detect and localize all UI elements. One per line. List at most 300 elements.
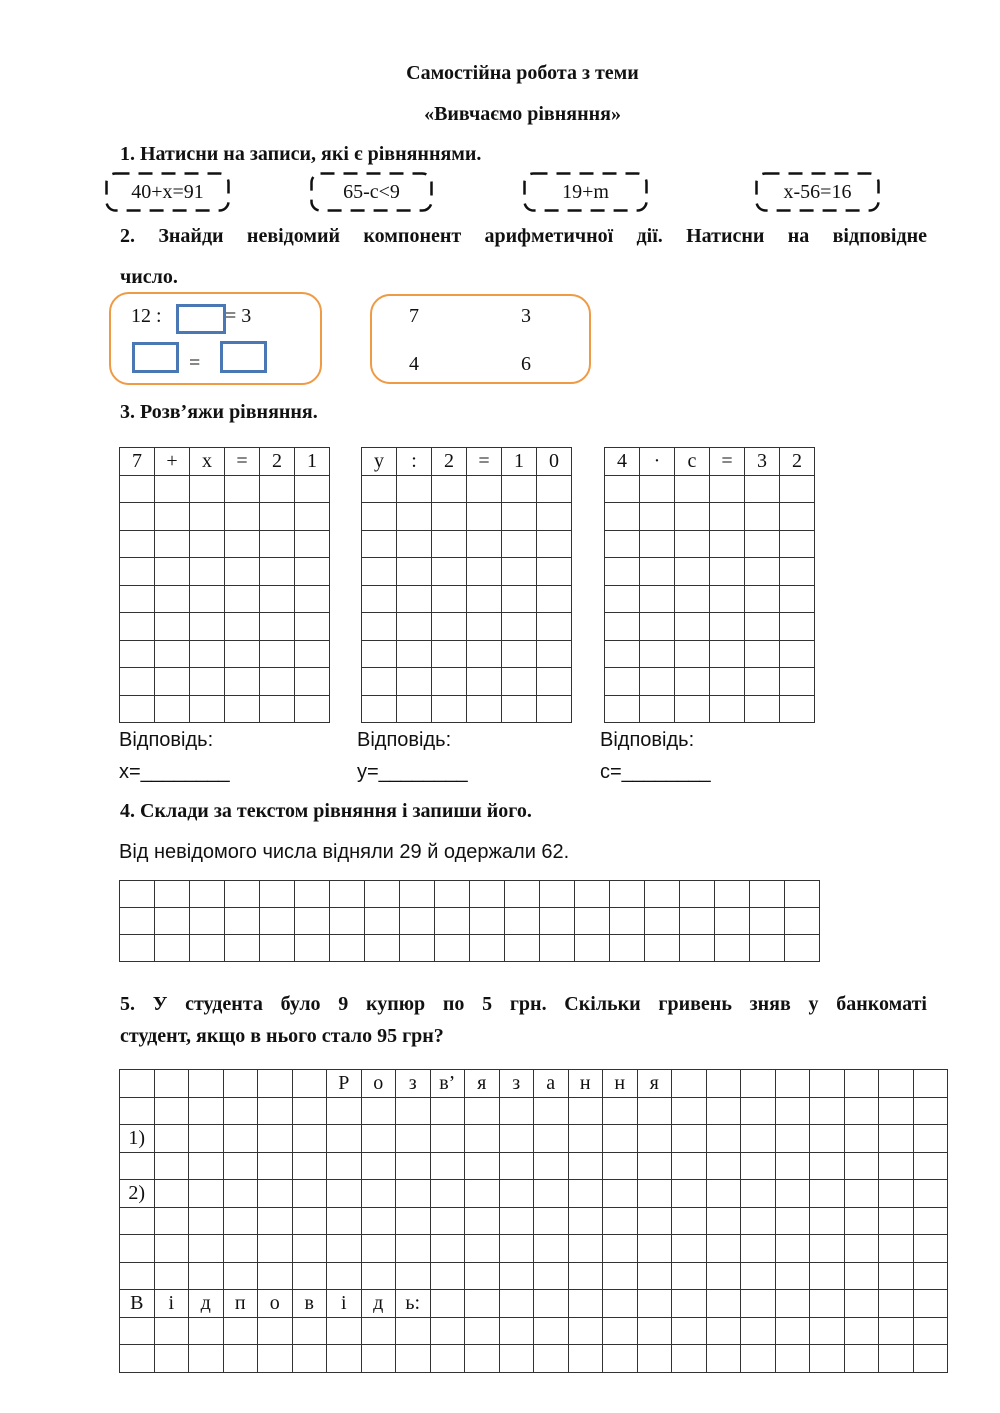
grid-cell[interactable] [361,1125,396,1153]
equation-grid-2[interactable] [361,447,572,723]
grid-cell[interactable] [327,1345,362,1373]
grid-cell[interactable] [260,558,295,586]
grid-cell[interactable] [844,1317,879,1345]
grid-cell[interactable] [120,1152,155,1180]
grid-cell[interactable] [467,668,502,696]
grid-cell[interactable] [610,908,645,935]
grid-cell[interactable] [913,1345,948,1373]
grid-cell[interactable] [120,668,155,696]
grid-cell[interactable] [603,1180,638,1208]
grid-cell[interactable] [640,585,675,613]
grid-cell[interactable] [637,1235,672,1263]
grid-cell[interactable] [396,1180,431,1208]
grid-cell[interactable] [397,640,432,668]
grid-cell[interactable] [361,1180,396,1208]
grid-cell[interactable] [537,475,572,503]
grid-cell[interactable] [361,1152,396,1180]
grid-cell[interactable] [467,503,502,531]
grid-cell[interactable] [225,503,260,531]
grid-cell[interactable] [605,640,640,668]
grid-cell[interactable] [675,640,710,668]
grid-cell[interactable] [534,1125,569,1153]
answer-line-c[interactable]: c=________ [600,761,711,783]
grid-cell[interactable] [120,558,155,586]
grid-cell[interactable] [189,1152,224,1180]
grid-cell[interactable] [502,475,537,503]
grid-cell[interactable] [780,668,815,696]
grid-cell[interactable] [295,908,330,935]
grid-cell[interactable] [672,1125,707,1153]
grid-cell[interactable] [505,881,540,908]
grid-cell[interactable] [396,1235,431,1263]
grid-cell[interactable] [715,935,750,962]
grid-cell[interactable] [640,640,675,668]
grid-cell[interactable] [680,935,715,962]
grid-cell[interactable] [295,558,330,586]
grid-cell[interactable] [189,1345,224,1373]
grid-cell[interactable] [675,475,710,503]
grid-cell[interactable] [741,1235,776,1263]
grid-cell[interactable] [534,1345,569,1373]
grid-cell[interactable] [844,1097,879,1125]
grid-cell[interactable] [465,1290,500,1318]
grid-cell[interactable] [603,1207,638,1235]
grid-cell[interactable] [430,1125,465,1153]
grid-cell[interactable] [189,1125,224,1153]
answer-slot-divisor[interactable] [176,304,226,334]
grid-cell[interactable] [189,1262,224,1290]
grid-cell[interactable]: в [292,1290,327,1318]
grid-cell[interactable] [400,881,435,908]
grid-cell[interactable] [741,1290,776,1318]
grid-cell[interactable] [155,503,190,531]
grid-cell[interactable] [741,1097,776,1125]
grid-cell[interactable] [675,668,710,696]
grid-cell[interactable] [190,668,225,696]
grid-cell[interactable] [568,1097,603,1125]
grid-cell[interactable] [223,1152,258,1180]
grid-cell[interactable] [396,1207,431,1235]
grid-cell[interactable] [499,1317,534,1345]
grid-cell[interactable] [534,1290,569,1318]
grid-cell[interactable] [155,881,190,908]
grid-cell[interactable] [120,640,155,668]
grid-cell[interactable] [710,503,745,531]
grid-cell[interactable] [223,1345,258,1373]
grid-cell[interactable] [120,503,155,531]
grid-cell[interactable] [844,1125,879,1153]
grid-cell[interactable] [540,935,575,962]
grid-cell[interactable] [365,935,400,962]
grid-cell[interactable] [745,695,780,723]
grid-cell[interactable] [258,1317,293,1345]
grid-cell[interactable] [706,1180,741,1208]
grid-cell[interactable] [672,1097,707,1125]
grid-cell[interactable] [120,1235,155,1263]
grid-cell[interactable] [568,1180,603,1208]
grid-cell[interactable] [537,695,572,723]
grid-cell[interactable] [258,1125,293,1153]
grid-cell[interactable] [675,585,710,613]
grid-cell[interactable] [120,908,155,935]
grid-cell[interactable] [327,1152,362,1180]
grid-cell[interactable] [327,1317,362,1345]
grid-cell[interactable] [155,585,190,613]
grid-cell[interactable] [568,1317,603,1345]
grid-cell[interactable] [680,908,715,935]
grid-cell[interactable] [710,695,745,723]
grid-cell[interactable] [879,1235,914,1263]
grid-cell[interactable] [810,1235,845,1263]
grid-cell[interactable] [430,1345,465,1373]
grid-cell[interactable] [225,530,260,558]
grid-cell[interactable] [362,695,397,723]
grid-cell[interactable] [640,668,675,696]
grid-cell[interactable] [225,668,260,696]
grid-cell[interactable]: і [154,1290,189,1318]
grid-cell[interactable] [785,935,820,962]
grid-cell[interactable] [913,1125,948,1153]
grid-cell[interactable] [710,585,745,613]
grid-cell[interactable] [745,558,780,586]
grid-cell[interactable] [745,668,780,696]
grid-cell[interactable] [810,1207,845,1235]
grid-cell[interactable] [534,1097,569,1125]
grid-cell[interactable] [330,935,365,962]
grid-cell[interactable] [672,1345,707,1373]
grid-cell[interactable] [637,1125,672,1153]
grid-cell[interactable] [396,1097,431,1125]
grid-cell[interactable] [435,935,470,962]
grid-cell[interactable] [780,558,815,586]
grid-cell[interactable] [534,1317,569,1345]
grid-cell[interactable] [292,1235,327,1263]
grid-cell[interactable] [397,695,432,723]
grid-cell[interactable] [715,908,750,935]
grid-cell[interactable] [396,1125,431,1153]
grid-cell[interactable] [780,503,815,531]
grid-cell[interactable] [432,585,467,613]
grid-cell[interactable] [120,1345,155,1373]
grid-cell[interactable] [430,1180,465,1208]
grid-cell[interactable] [745,640,780,668]
grid-cell[interactable] [637,1262,672,1290]
grid-cell[interactable] [913,1097,948,1125]
grid-cell[interactable] [710,530,745,558]
grid-cell[interactable] [745,503,780,531]
grid-cell[interactable] [223,1317,258,1345]
grid-cell[interactable] [362,613,397,641]
grid-cell[interactable] [537,530,572,558]
grid-cell[interactable] [844,1345,879,1373]
grid-cell[interactable] [396,1345,431,1373]
grid-cell[interactable] [327,1207,362,1235]
grid-cell[interactable] [223,1207,258,1235]
grid-cell[interactable] [913,1180,948,1208]
grid-cell[interactable] [775,1125,810,1153]
grid-cell[interactable] [706,1317,741,1345]
grid-cell[interactable] [499,1097,534,1125]
grid-cell[interactable] [505,935,540,962]
grid-cell[interactable] [190,558,225,586]
grid-cell[interactable] [610,881,645,908]
grid-cell[interactable] [879,1152,914,1180]
grid-cell[interactable] [603,1235,638,1263]
grid-cell[interactable] [120,881,155,908]
grid-cell[interactable] [534,1207,569,1235]
grid-cell[interactable] [568,1345,603,1373]
grid-cell[interactable] [189,1317,224,1345]
grid-cell[interactable] [499,1235,534,1263]
grid-cell[interactable] [502,585,537,613]
grid-cell[interactable] [637,1180,672,1208]
grid-cell[interactable] [120,475,155,503]
grid-cell[interactable] [292,1152,327,1180]
grid-cell[interactable] [327,1180,362,1208]
grid-cell[interactable] [913,1290,948,1318]
grid-cell[interactable] [568,1262,603,1290]
grid-cell[interactable] [603,1317,638,1345]
grid-cell[interactable] [603,1345,638,1373]
grid-cell[interactable]: і [327,1290,362,1318]
grid-cell[interactable] [258,1097,293,1125]
grid-cell[interactable] [190,881,225,908]
grid-cell[interactable] [295,881,330,908]
grid-cell[interactable] [499,1180,534,1208]
grid-cell[interactable] [189,1207,224,1235]
grid-cell[interactable] [397,475,432,503]
grid-cell[interactable] [190,640,225,668]
grid-cell[interactable] [465,1207,500,1235]
grid-cell[interactable] [120,935,155,962]
grid-cell[interactable] [603,1125,638,1153]
grid-cell[interactable] [361,1317,396,1345]
grid-cell[interactable] [361,1097,396,1125]
grid-cell[interactable] [430,1152,465,1180]
grid-cell[interactable] [540,881,575,908]
grid-cell[interactable] [750,881,785,908]
grid-cell[interactable] [155,640,190,668]
grid-cell[interactable] [432,640,467,668]
grid-cell[interactable] [568,1125,603,1153]
grid-cell[interactable] [775,1097,810,1125]
grid-cell[interactable] [844,1152,879,1180]
grid-cell[interactable] [154,1180,189,1208]
grid-cell[interactable] [155,908,190,935]
grid-cell[interactable] [260,935,295,962]
grid-cell[interactable] [362,585,397,613]
grid-cell[interactable] [258,1180,293,1208]
grid-cell[interactable] [645,881,680,908]
grid-cell[interactable] [879,1125,914,1153]
grid-cell[interactable] [189,1235,224,1263]
grid-cell[interactable] [610,935,645,962]
grid-cell[interactable] [295,668,330,696]
grid-cell[interactable] [710,668,745,696]
grid-cell[interactable] [780,695,815,723]
grid-cell[interactable] [361,1345,396,1373]
grid-cell[interactable] [155,613,190,641]
grid-cell[interactable] [502,613,537,641]
grid-cell[interactable] [710,613,745,641]
grid-cell[interactable] [913,1152,948,1180]
grid-cell[interactable] [465,1180,500,1208]
grid-cell[interactable] [534,1180,569,1208]
grid-cell[interactable] [435,908,470,935]
grid-cell[interactable] [292,1262,327,1290]
grid-cell[interactable] [467,613,502,641]
grid-cell[interactable] [785,908,820,935]
grid-cell[interactable] [672,1317,707,1345]
grid-cell[interactable]: о [258,1290,293,1318]
grid-cell[interactable] [879,1290,914,1318]
grid-cell[interactable] [258,1207,293,1235]
grid-cell[interactable] [430,1317,465,1345]
grid-cell[interactable] [780,530,815,558]
grid-cell[interactable] [396,1152,431,1180]
grid-cell[interactable] [292,1097,327,1125]
grid-cell[interactable] [502,668,537,696]
grid-cell[interactable] [430,1235,465,1263]
grid-cell[interactable] [605,668,640,696]
grid-cell[interactable] [879,1345,914,1373]
grid-cell[interactable] [295,475,330,503]
number-choice-7[interactable]: 7 [409,305,419,327]
grid-cell[interactable] [879,1097,914,1125]
grid-cell[interactable] [260,908,295,935]
grid-cell[interactable]: В [120,1290,155,1318]
grid-cell[interactable] [190,908,225,935]
grid-cell[interactable] [432,695,467,723]
grid-cell[interactable] [706,1235,741,1263]
grid-cell[interactable] [537,558,572,586]
grid-cell[interactable] [499,1262,534,1290]
grid-cell[interactable] [913,1262,948,1290]
grid-cell[interactable] [640,475,675,503]
grid-cell[interactable] [154,1207,189,1235]
grid-cell[interactable] [710,475,745,503]
grid-cell[interactable] [260,640,295,668]
grid-cell[interactable] [292,1345,327,1373]
grid-cell[interactable] [397,613,432,641]
grid-cell[interactable] [432,530,467,558]
grid-cell[interactable] [330,908,365,935]
grid-cell[interactable] [327,1097,362,1125]
grid-cell[interactable] [810,1097,845,1125]
grid-cell[interactable] [120,1317,155,1345]
grid-cell[interactable] [575,908,610,935]
grid-cell[interactable] [467,640,502,668]
grid-cell[interactable] [537,613,572,641]
grid-cell[interactable] [540,908,575,935]
grid-cell[interactable] [605,585,640,613]
grid-cell[interactable] [397,503,432,531]
grid-cell[interactable] [603,1152,638,1180]
grid-cell[interactable] [745,613,780,641]
grid-cell[interactable] [330,881,365,908]
grid-cell[interactable] [400,908,435,935]
grid-cell[interactable] [605,613,640,641]
grid-cell[interactable] [365,908,400,935]
grid-cell[interactable] [155,668,190,696]
grid-cell[interactable] [467,558,502,586]
grid-cell[interactable] [502,503,537,531]
grid-cell[interactable] [844,1180,879,1208]
grid-cell[interactable] [465,1235,500,1263]
option-65-c-9[interactable] [310,172,433,212]
grid-cell[interactable]: 2) [120,1180,155,1208]
grid-cell[interactable] [225,475,260,503]
grid-cell[interactable] [879,1180,914,1208]
grid-cell[interactable] [327,1235,362,1263]
grid-cell[interactable] [154,1097,189,1125]
grid-cell[interactable] [810,1262,845,1290]
option-40-x-91[interactable] [105,172,230,212]
grid-cell[interactable] [396,1262,431,1290]
grid-cell[interactable] [154,1317,189,1345]
grid-cell[interactable] [745,475,780,503]
grid-cell[interactable] [741,1317,776,1345]
grid-cell[interactable] [499,1207,534,1235]
grid-cell[interactable] [362,503,397,531]
grid-cell[interactable] [568,1290,603,1318]
grid-cell[interactable] [292,1317,327,1345]
grid-cell[interactable] [675,558,710,586]
grid-cell[interactable] [223,1125,258,1153]
grid-cell[interactable] [362,530,397,558]
grid-cell[interactable]: п [223,1290,258,1318]
grid-cell[interactable] [327,1125,362,1153]
grid-cell[interactable] [645,908,680,935]
grid-cell[interactable] [430,1097,465,1125]
grid-cell[interactable] [295,503,330,531]
grid-cell[interactable] [465,1152,500,1180]
grid-cell[interactable] [225,558,260,586]
grid-cell[interactable] [225,695,260,723]
grid-cell[interactable] [810,1152,845,1180]
grid-cell[interactable] [260,881,295,908]
grid-cell[interactable] [603,1262,638,1290]
grid-cell[interactable] [672,1180,707,1208]
grid-cell[interactable] [465,1125,500,1153]
grid-cell[interactable] [397,530,432,558]
grid-cell[interactable] [645,935,680,962]
grid-cell[interactable] [775,1262,810,1290]
grid-cell[interactable]: д [361,1290,396,1318]
equation-grid-1[interactable] [119,447,330,723]
grid-cell[interactable] [775,1235,810,1263]
grid-cell[interactable] [640,530,675,558]
grid-cell[interactable] [120,1262,155,1290]
grid-cell[interactable] [537,503,572,531]
grid-cell[interactable] [190,935,225,962]
grid-cell[interactable] [502,640,537,668]
grid-cell[interactable] [292,1207,327,1235]
grid-cell[interactable] [745,585,780,613]
grid-cell[interactable] [775,1345,810,1373]
grid-cell[interactable] [120,530,155,558]
grid-cell[interactable] [223,1262,258,1290]
grid-cell[interactable] [810,1180,845,1208]
grid-cell[interactable] [189,1180,224,1208]
grid-cell[interactable] [465,1345,500,1373]
grid-cell[interactable] [189,1097,224,1125]
grid-cell[interactable] [430,1262,465,1290]
grid-cell[interactable] [225,881,260,908]
grid-cell[interactable] [775,1290,810,1318]
grid-cell[interactable] [190,475,225,503]
grid-cell[interactable] [775,1317,810,1345]
